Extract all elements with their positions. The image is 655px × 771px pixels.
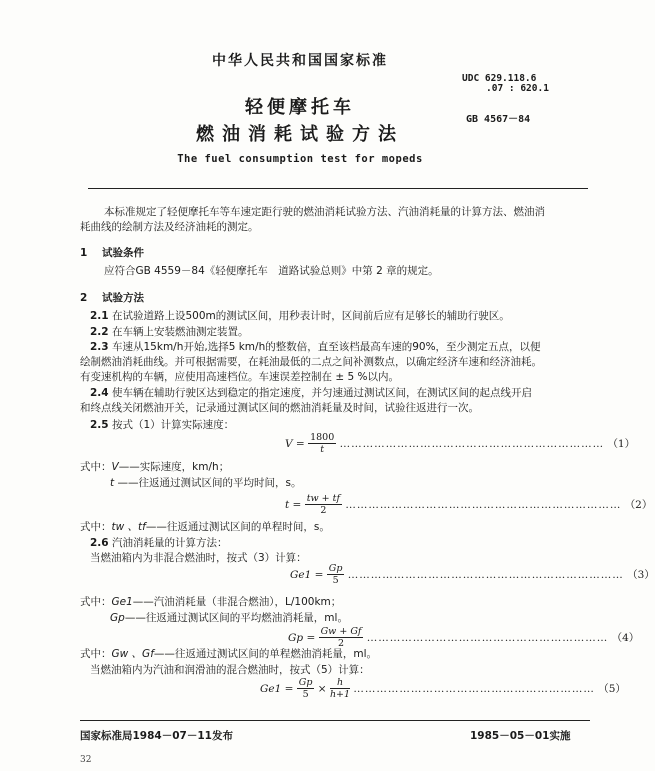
eq2-leader: ……………………………………………………………… [345, 499, 622, 511]
where-3-prefix: 式中： [80, 596, 112, 608]
where-1-t [110, 476, 301, 491]
section-1-number: 1 [80, 247, 88, 259]
eq4-numerator: Gw + Gf [320, 626, 362, 637]
where-3-gp-desc: ——往返通过测试区间的平均燃油消耗量，ml。 [124, 612, 348, 624]
where-4-desc: ——往返通过测试区间的单程燃油消耗量，ml。 [153, 648, 378, 660]
clause-2-6 [90, 536, 228, 551]
eq5-leader: ……………………………………………………… [353, 683, 595, 695]
section-2-heading [80, 290, 144, 305]
where-2-symbols: tw 、tf [111, 521, 146, 533]
clause-2-5 [90, 418, 234, 433]
where-2-desc: ——往返通过测试区间的单程时间，s。 [145, 521, 330, 533]
eq5-numerator-2: h [330, 677, 350, 689]
clause-2-4-line-2: 和终点线关闭燃油开关，记录通过测试区间的燃油消耗量及时间，试验往返进行一次。 [80, 402, 479, 414]
standard-header: 中华人民共和国国家标准 [212, 53, 388, 69]
equation-5 [260, 677, 626, 701]
clause-2-3-line-2: 绘制燃油消耗曲线。并可根据需要，在耗油最低的二点之间补测数点，以确定经济车速和经济油耗。 [80, 356, 542, 368]
section-2-title: 试验方法 [102, 292, 144, 304]
eq5-tag: （5） [598, 683, 626, 695]
clause-2-5-number: 2.5 [90, 419, 109, 431]
eq5-fraction-1 [297, 677, 315, 701]
eq5-denominator-1: 5 [302, 689, 309, 700]
page-number: 32 [80, 755, 92, 765]
eq2-numerator: tw + tf [306, 493, 340, 504]
case-1-text: 当燃油箱内为非混合燃油时，按式（3）计算： [90, 552, 307, 564]
section-2-number: 2 [80, 292, 88, 304]
equation-1 [285, 432, 635, 456]
eq1-numerator: 1800 [310, 432, 335, 443]
english-title: The fuel consumption test for mopeds [177, 153, 423, 165]
intro-line-2: 耗曲线的绘制方法及经济油耗的测定。 [80, 221, 259, 233]
where-2-prefix: 式中： [80, 521, 112, 533]
where-1-v-desc: ——实际速度，km/h； [118, 461, 230, 473]
where-1-v-symbol: V [111, 461, 119, 473]
clause-2-2-number: 2.2 [90, 326, 109, 338]
eq3-tag: （3） [627, 569, 655, 581]
clause-2-5-text: 按式（1）计算实际速度： [112, 419, 235, 431]
clause-2-4-number: 2.4 [90, 387, 109, 399]
clause-2-3-line-1: 车速从15km/h开始,选择5 km/h的整数倍，直至该档最高车速的90%，至少测定五点，以便 [112, 341, 541, 353]
eq4-leader: ……………………………………………………… [366, 632, 609, 644]
where-3-gp [110, 611, 348, 626]
eq1-denominator: t [320, 444, 325, 455]
where-1-v [80, 460, 229, 475]
where-4-prefix: 式中： [80, 648, 112, 660]
eq3-fraction [327, 563, 345, 587]
eq4-tag: （4） [611, 632, 640, 644]
clause-2-1-text: 在试验道路上设500m的测试区间，用秒表计时，区间前后应有足够长的辅助行驶区。 [112, 310, 510, 322]
eq4-denominator: 2 [337, 638, 345, 649]
where-1-t-desc: ——往返通过测试区间的平均时间，s。 [117, 477, 302, 489]
eq3-denominator: 5 [332, 575, 339, 586]
footer-rule [80, 720, 590, 721]
clause-2-6-text: 汽油消耗量的计算方法： [112, 537, 228, 549]
where-3-ge-symbol: Ge1 [111, 596, 133, 608]
section-1-heading [80, 245, 144, 260]
clause-2-4-line-1: 使车辆在辅助行驶区达到稳定的指定速度，并匀速通过测试区间，在测试区间的起点线开启 [112, 387, 532, 399]
eq4-lhs: Gp = [288, 632, 316, 644]
clause-2-2 [90, 325, 249, 340]
eq5-denominator-2: h+1 [329, 689, 351, 700]
section-1-text: 应符合GB 4559－84《轻便摩托车 道路试验总则》中第 2 章的规定。 [104, 265, 439, 277]
section-1-title: 试验条件 [102, 247, 144, 259]
where-1-t-symbol: t [110, 477, 115, 489]
eq2-denominator: 2 [320, 505, 327, 516]
clause-2-4 [90, 386, 532, 401]
eq2-fraction [305, 493, 342, 517]
eq3-leader: ……………………………………………………………… [347, 569, 624, 581]
clause-2-1-number: 2.1 [90, 310, 109, 322]
where-3-gp-symbol: Gp [110, 612, 125, 624]
eq5-numerator-1: Gp [298, 677, 313, 688]
eq3-lhs: Ge1 = [290, 569, 324, 581]
eq1-leader: …………………………………………………………… [339, 438, 605, 450]
where-3-ge [80, 595, 341, 610]
eq5-fraction-2 [330, 677, 350, 701]
where-4-symbols: Gw 、Gf [111, 648, 154, 660]
issue-date: 国家标准局1984－07－11发布 [80, 730, 233, 742]
title-line-2: 燃油消耗试验方法 [196, 124, 404, 145]
udc-code [462, 74, 549, 94]
udc-line-2: .07 : 620.1 [486, 83, 549, 94]
clause-2-6-number: 2.6 [90, 537, 109, 549]
equation-3 [290, 563, 655, 587]
title-rule [88, 188, 588, 189]
clause-2-3 [90, 340, 541, 355]
eq3-numerator: Gp [328, 563, 343, 574]
udc-line-1: UDC 629.118.6 [462, 73, 537, 84]
clause-2-2-text: 在车辆上安装燃油测定装置。 [112, 326, 249, 338]
where-1-prefix: 式中： [80, 461, 112, 473]
eq2-tag: （2） [624, 499, 653, 511]
clause-2-1 [90, 309, 510, 324]
where-4 [80, 647, 377, 662]
title-line-1: 轻便摩托车 [245, 97, 355, 118]
eq5-lhs: Ge1 = [260, 683, 294, 695]
eq1-fraction [308, 432, 336, 456]
where-3-ge-desc: ——汽油消耗量（非混合燃油），L/100km； [132, 596, 342, 608]
gb-code: GB 4567－84 [466, 114, 531, 125]
clause-2-3-number: 2.3 [90, 341, 109, 353]
case-2-text: 当燃油箱内为汽油和润滑油的混合燃油时，按式（5）计算： [90, 664, 370, 676]
eq5-times: × [317, 683, 327, 695]
equation-2 [285, 493, 652, 517]
implementation-date: 1985－05－01实施 [470, 730, 571, 742]
intro-line-1: 本标准规定了轻便摩托车等车速定距行驶的燃油消耗试验方法、汽油消耗量的计算方法、燃油消 [104, 206, 545, 218]
clause-2-3-line-3: 有变速机构的车辆，应使用高速档位。车速误差控制在 ± 5 %以内。 [80, 371, 399, 383]
eq1-lhs: V = [285, 438, 305, 450]
eq1-tag: （1） [607, 438, 636, 450]
eq2-lhs: t = [285, 499, 302, 511]
where-2 [80, 520, 330, 535]
